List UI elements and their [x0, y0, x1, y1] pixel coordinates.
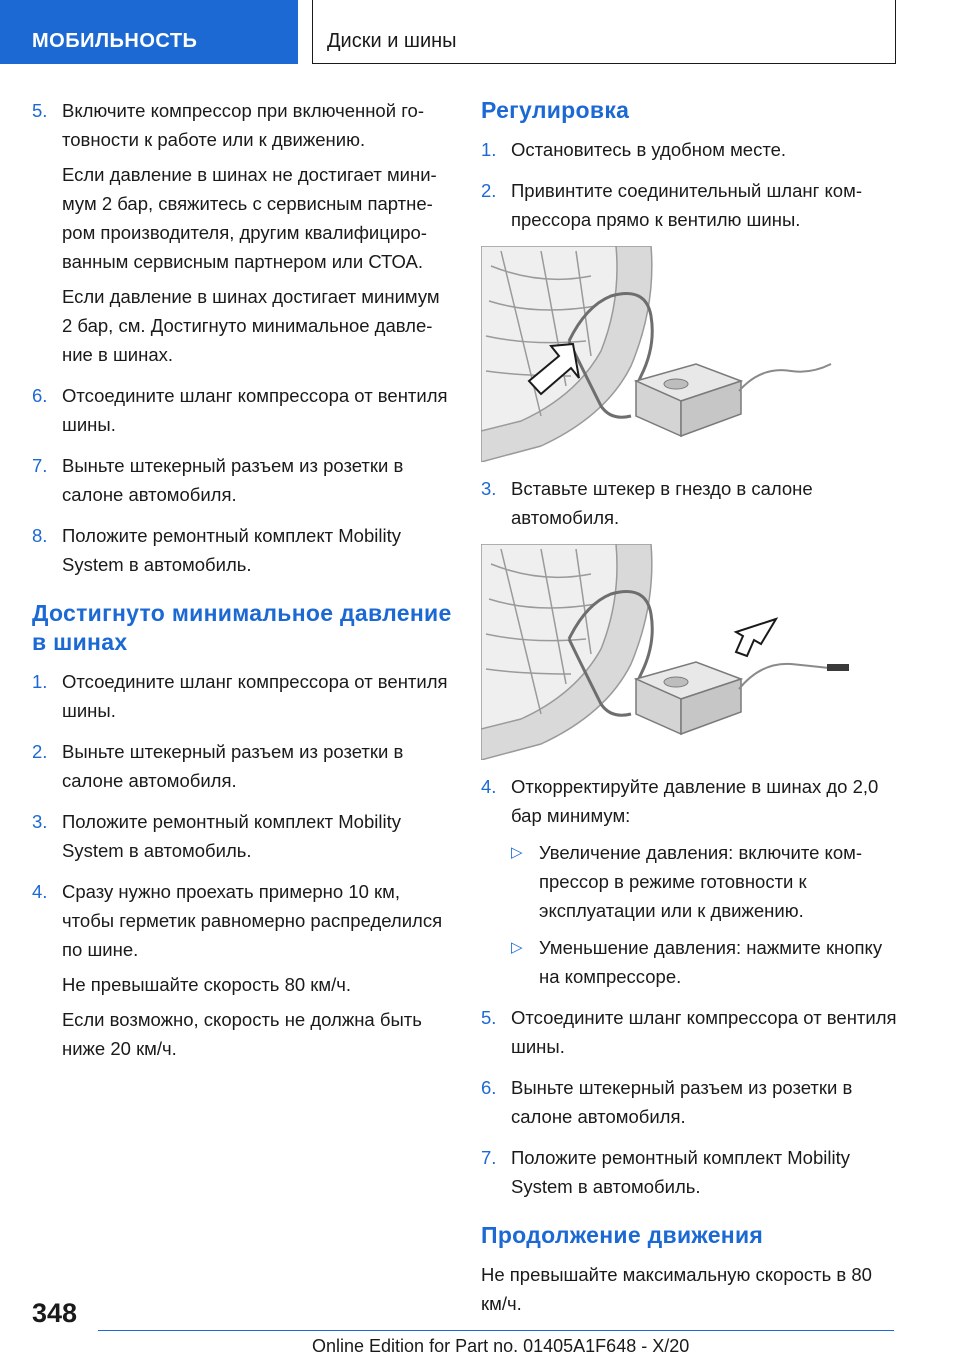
- step-item: 7. Выньте штекерный разъем из розетки в салоне автомобиля.: [32, 455, 404, 505]
- step-item: 7. Положите ремонтный комплект Mobility System в автомобиль.: [481, 1147, 850, 1197]
- step-item: 2. Привинтите соединительный шланг компрессора прямо к вентилю шины.: [481, 180, 862, 230]
- left-column: [32, 96, 452, 1075]
- section-heading: Регулировка: [481, 97, 630, 123]
- footer-edition: [312, 1336, 689, 1357]
- triangle-right-icon: ▷: [511, 939, 523, 956]
- footer-divider: [98, 1330, 894, 1331]
- chapter-header: [312, 0, 896, 64]
- step-item: 1. Отсоедините шланг компрессора от вентиля шины.: [32, 671, 448, 721]
- page-number: 348: [32, 1298, 78, 1328]
- step-item: 4. Сразу нужно проехать примерно 10 км, чтобы герметик равномерно распределился по шине. Не превышайте скорость 80 км/ч. Если возможно, скорость не должна быть ниже 20 км/ч.: [32, 881, 443, 1059]
- section-title: МОБИЛЬНОСТЬ: [32, 30, 198, 52]
- section-heading: Продолжение движения: [481, 1222, 764, 1248]
- illustration-compressor-valve: [481, 246, 887, 462]
- step-item: 2. Выньте штекерный разъем из розетки в салоне автомобиля.: [32, 741, 404, 791]
- section-tab: [0, 0, 298, 64]
- step-item: 1. Остановитесь в удобном месте.: [481, 139, 787, 160]
- illustration-compressor-plug: [481, 544, 887, 760]
- step-item: 5. Включите компрессор при включенной готовности к работе или к движению. Если давление в шинах не достигает минимум 2 бар, свяжитесь с сервисным партнером производителя, другим квалифицированным сервисным партнером или СТОА. Если давление в шинах достигает минимум 2 бар, см. Достигнуто минимальное давление в шинах.: [32, 100, 440, 365]
- edition-text: Online Edition for Part no. 01405A1F648 - X/20: [312, 1336, 690, 1356]
- step-item: 3. Положите ремонтный комплект Mobility System в автомобиль.: [32, 811, 401, 861]
- step-item: 8. Положите ремонтный комплект Mobility System в автомобиль.: [32, 525, 401, 575]
- body-text: Не превышайте максимальную скорость в 80 км/ч.: [481, 1264, 872, 1314]
- step-item: 6. Выньте штекерный разъем из розетки в салоне автомобиля.: [481, 1077, 853, 1127]
- step-item: 5. Отсоедините шланг компрессора от вентиля шины.: [481, 1007, 897, 1057]
- chapter-title: Диски и шины: [327, 30, 457, 52]
- sub-bullet: ▷ Уменьшение давления: нажмите кнопку на компрессоре.: [511, 933, 901, 991]
- step-item: 6. Отсоедините шланг компрессора от вентиля шины.: [32, 385, 448, 435]
- sub-bullet: ▷ Увеличение давления: включите компрессор в режиме готовности к эксплуатации или к движению.: [511, 838, 901, 925]
- step-item: 3. Вставьте штекер в гнездо в салоне автомобиля.: [481, 478, 813, 528]
- section-heading: Достигнуто минимальное давление в шинах: [32, 600, 452, 655]
- step-item: 4. Откорректируйте давление в шинах до 2,0 бар минимум: ▷ Увеличение давления: включите компрессор в режиме готовности к эксплуатации или к движению. ▷ Уменьшение давления: нажмите кнопку на компрессоре.: [481, 772, 901, 991]
- right-column: [481, 96, 901, 1318]
- triangle-right-icon: ▷: [511, 844, 523, 861]
